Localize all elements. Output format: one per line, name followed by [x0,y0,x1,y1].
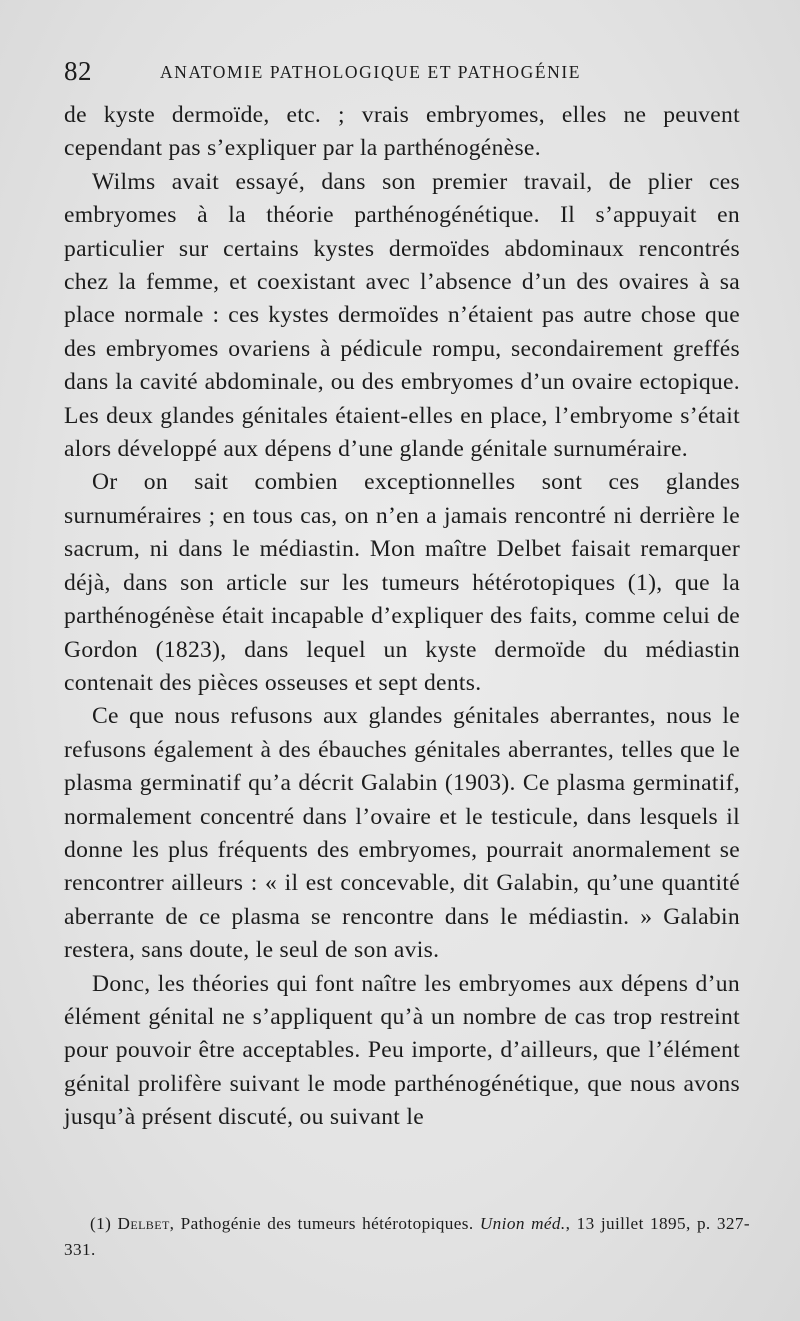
paragraph-5: Donc, les théories qui font naître les embryomes aux dépens d’un élément génital ne s’appliquent qu’à un nombre de cas trop restreint pour pouvoir être acceptables. Peu importe, d’ailleurs, que l’élément génital prolifère suivant le mode parthénogénétique, que nous avons jusqu’à présent discuté, ou suivant le [64,970,740,1131]
footnote-details: , 13 juillet 1895, p. 327-331. [64,1214,751,1259]
footnote-journal: Union méd. [479,1214,566,1233]
page-number: 82 [64,56,92,86]
running-title: ANATOMIE PATHOLOGIQUE ET PATHOGÉNIE [160,62,582,82]
footnote [64,1211,750,1263]
paragraph-3: Or on sait combien exceptionnelles sont ces glandes surnuméraires ; en tous cas, on n’en a jamais rencontré ni derrière le sacrum, ni dans le médiastin. Mon maître Delbet faisait remarquer déjà, dans son article sur les tumeurs hétérotopiques (1), que la parthénogénèse était incapable d’expliquer des faits, comme celui de Gordon (1823), dans lequel un kyste dermoïde du médiastin contenait des pièces osseuses et sept dents. [64,469,740,696]
body-text [64,99,740,1135]
footnote-title: , Pathogénie des tumeurs hétérotopiques. [169,1214,480,1233]
page-header [64,54,744,94]
paragraph-2: Wilms avait essayé, dans son premier travail, de plier ces embryomes à la théorie parthénogénétique. Il s’appuyait en particulier sur certains kystes dermoïdes abdominaux rencontrés chez la femme, et coexistant avec l’absence d’un des ovaires à sa place normale : ces kystes dermoïdes n’étaient pas autre chose que des embryomes ovariens à pédicule rompu, secondairement greffés dans la cavité abdominale, ou des embryomes d’un ovaire ectopique. Les deux glandes génitales étaient-elles en place, l’embryome s’était alors développé aux dépens d’une glande génitale surnuméraire. [64,168,740,463]
paragraph-4: Ce que nous refusons aux glandes génitales aberrantes, nous le refusons également à des ébauches génitales aberrantes, telles que le plasma germinatif qu’a décrit Galabin (1903). Ce plasma germinatif, normalement concentré dans l’ovaire et le testicule, dans lesquels il donne les plus fréquents des embryomes, pourrait anormalement se rencontrer ailleurs : « il est concevable, dit Galabin, qu’une quantité aberrante de ce plasma se rencontre dans le médiastin. » Galabin restera, sans doute, le seul de son avis. [64,703,740,964]
footnote-author: Delbet [117,1214,170,1233]
footnote-marker: (1) [90,1214,112,1233]
paragraph-1: de kyste dermoïde, etc. ; vrais embryomes, elles ne peuvent cependant pas s’expliquer par la parthénogénèse. [64,102,740,162]
